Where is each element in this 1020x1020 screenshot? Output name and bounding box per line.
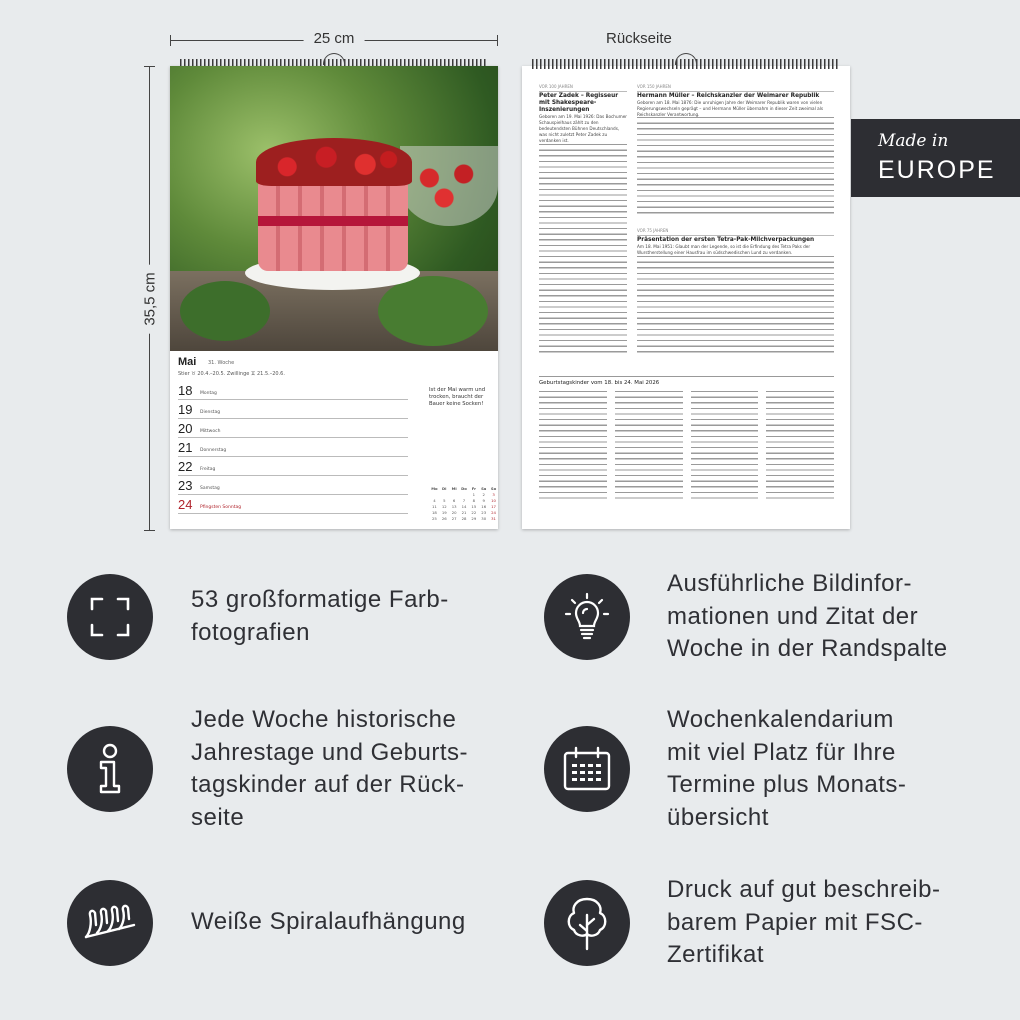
calendar-icon <box>544 726 630 812</box>
calendar-back-page <box>522 66 850 529</box>
height-label: 35,5 cm <box>142 264 159 333</box>
article-right-lead: Geboren am 18. Mai 1876: Die unruhigen Jahre der Weimarer Republik waren von vielen Regierungswechseln geprägt – und Hermann Müller übernahm in dieser Zeit zweimal als Reichskanzler Verantwortung. <box>637 99 824 117</box>
feature-history-text: Jede Woche historische Jahrestage und Geburts- tagskinder auf der Rück- seite <box>191 706 468 831</box>
mini-cal-day: 23 <box>481 510 487 515</box>
tree-icon <box>544 880 630 966</box>
mini-cal-day: 19 <box>441 510 447 515</box>
mini-cal-day: 27 <box>451 516 457 521</box>
feature-calendar-text: Wochenkalendarium mit viel Platz für Ihre Termine plus Monats- übersicht <box>667 706 907 831</box>
feature-info-text: Ausführliche Bildinfor- mationen und Zitat der Woche in der Randspalte <box>667 570 948 662</box>
mini-cal-day: 22 <box>471 510 477 515</box>
article-middle <box>637 228 834 356</box>
mini-cal-weekday: Di <box>442 486 447 491</box>
mini-cal-day <box>450 492 459 497</box>
frame-corners-icon <box>67 574 153 660</box>
mini-cal-day: 15 <box>471 504 477 509</box>
mini-cal-day: 2 <box>482 492 485 497</box>
mini-cal-day: 28 <box>461 516 467 521</box>
made-in-europe-badge <box>851 119 1020 197</box>
mini-cal-day: 11 <box>432 504 437 509</box>
day-row <box>178 457 408 476</box>
day-name: Mittwoch <box>200 428 221 434</box>
mini-cal-day: 17 <box>491 504 496 509</box>
zodiac-signs: Stier ♉ 20.4.–20.5. Zwillinge ♊ 21.5.–20.6. <box>178 371 285 377</box>
day-name: Montag <box>200 390 217 396</box>
hanger-hook <box>323 53 345 65</box>
mini-cal-day: 31 <box>491 516 496 521</box>
back-side-label: Rückseite <box>606 30 672 47</box>
article-left-title: Peter Zadek – Regisseur mit Shakespeare-Inszenierungen <box>539 92 619 114</box>
mini-cal-day: 21 <box>461 510 467 515</box>
mini-cal-weekday: Fr <box>471 486 476 491</box>
mini-cal-day: 24 <box>491 510 496 515</box>
day-name: Pfingsten Sonntag <box>200 504 242 510</box>
day-number: 21 <box>178 439 193 455</box>
strawberry-cake-photo <box>170 66 498 351</box>
day-row <box>178 495 408 514</box>
mini-cal-day: 5 <box>443 498 446 503</box>
spiral-icon <box>67 880 153 966</box>
day-number: 20 <box>178 420 193 436</box>
mini-cal-weekday: Mo <box>431 486 438 491</box>
month-overview <box>430 486 498 521</box>
mini-cal-day: 13 <box>451 504 457 509</box>
day-number: 19 <box>178 401 193 417</box>
month-title: Mai <box>178 356 197 368</box>
week-number: 31. Woche <box>208 360 235 366</box>
mini-cal-day: 1 <box>472 492 476 497</box>
day-row <box>178 419 408 438</box>
day-row <box>178 438 408 457</box>
feature-paper-text: Druck auf gut beschreib- barem Papier mit FSC- Zertifikat <box>667 876 941 968</box>
day-row <box>178 400 408 419</box>
weekly-quote: Ist der Mai warm und trocken, braucht der Bauer keine Socken! <box>429 387 486 408</box>
day-name: Samstag <box>200 485 220 491</box>
day-row <box>178 381 408 400</box>
article-middle-title: Präsentation der ersten Tetra-Pak-Milchverpackungen <box>637 236 815 243</box>
mini-cal-day: 9 <box>482 498 485 503</box>
article-left <box>539 84 627 356</box>
mini-cal-day: 14 <box>461 504 467 509</box>
calendar-front-page <box>170 66 498 529</box>
mini-cal-weekday: Mi <box>451 486 457 491</box>
day-number: 22 <box>178 458 193 474</box>
feature-spiral-text: Weiße Spiralaufhängung <box>191 908 466 935</box>
birthdays-title: Geburtstagskinder vom 18. bis 24. Mai 2026 <box>539 380 660 386</box>
day-rows <box>178 381 408 514</box>
mini-cal-weekday: Sa <box>481 486 487 491</box>
mini-cal-day <box>460 492 469 497</box>
article-middle-kicker: VOR 75 JAHREN <box>637 228 834 236</box>
width-dimension <box>170 30 498 50</box>
mini-cal-day: 30 <box>481 516 487 521</box>
day-number: 24 <box>178 496 193 512</box>
mini-cal-day: 20 <box>451 510 457 515</box>
day-row <box>178 476 408 495</box>
mini-cal-day: 6 <box>452 498 456 503</box>
day-number: 18 <box>178 382 193 398</box>
mini-cal-day: 29 <box>471 516 477 521</box>
mini-cal-day: 12 <box>441 504 447 509</box>
article-left-kicker: VOR 100 JAHREN <box>539 84 627 92</box>
width-label: 25 cm <box>304 30 365 47</box>
day-name: Dienstag <box>200 409 221 415</box>
mini-cal-weekday: Do <box>461 486 467 491</box>
mini-cal-day: 7 <box>462 498 466 503</box>
height-dimension <box>140 66 160 531</box>
lightbulb-icon <box>544 574 630 660</box>
article-right-title: Hermann Müller – Reichskanzler der Weimarer Republik <box>637 92 820 99</box>
article-left-lead: Geboren am 19. Mai 1926: Das Bochumer Schauspielhaus zählt zu den bedeutendsten Bühnen Deutschlands, was nicht zuletzt Peter Zadek zu verdanken ist. <box>539 114 627 143</box>
day-name: Freitag <box>200 466 216 472</box>
mini-cal-day <box>440 492 449 497</box>
article-middle-lead: Am 18. Mai 1951: Glaubt man der Legende, so ist die Erfindung des Tetra Paks der Wurstherstellung einer Hausfrau im südschwedischen Lund zu verdanken. <box>637 243 811 255</box>
hanger-hook-back <box>675 53 697 65</box>
article-right-kicker: VOR 150 JAHREN <box>637 84 834 92</box>
mini-cal-day: 26 <box>441 516 447 521</box>
mini-cal-day: 25 <box>432 516 437 521</box>
day-name: Donnerstag <box>200 447 227 453</box>
feature-photos-text: 53 großformatige Farb- fotografien <box>191 586 449 646</box>
badge-made-in: Made in <box>878 131 949 151</box>
mini-cal-day <box>430 492 439 497</box>
birthdays-section <box>539 380 834 520</box>
mini-cal-day: 16 <box>481 504 487 509</box>
mini-cal-day: 8 <box>472 498 476 503</box>
info-icon <box>67 726 153 812</box>
week-calendar <box>178 356 497 521</box>
mini-cal-day: 4 <box>433 498 436 503</box>
article-right <box>637 84 834 214</box>
mini-cal-weekday: So <box>490 486 497 491</box>
badge-europe: EUROPE <box>878 156 996 184</box>
mini-cal-day: 10 <box>491 498 496 503</box>
day-number: 23 <box>178 477 193 493</box>
mini-cal-day: 18 <box>432 510 437 515</box>
mini-cal-day: 3 <box>492 492 495 497</box>
